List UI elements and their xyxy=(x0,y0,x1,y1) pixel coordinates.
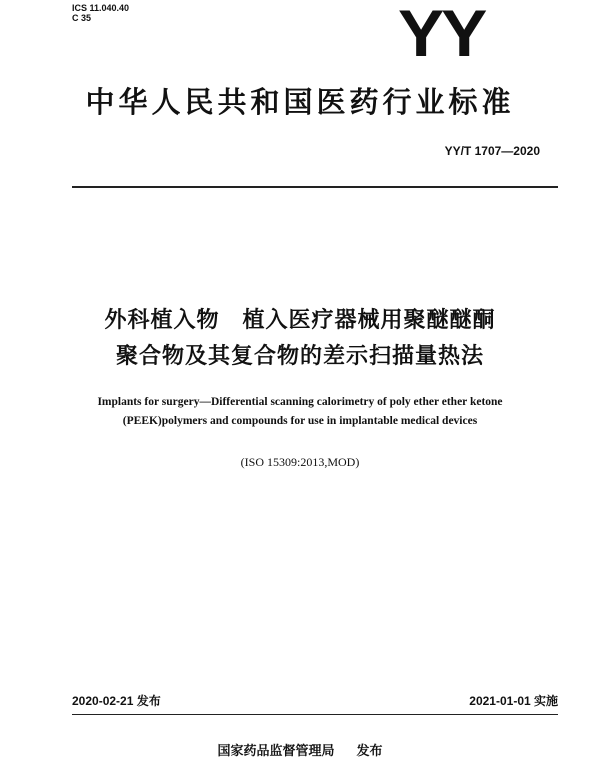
ics-code: ICS 11.040.40 xyxy=(72,3,130,13)
implementation-date: 2021-01-01 实施 xyxy=(469,694,558,708)
adoption-reference: (ISO 15309:2013,MOD) xyxy=(240,455,360,469)
document-title-cn xyxy=(0,303,600,375)
footer-divider xyxy=(72,714,558,715)
title-cn-line-2: 聚合物及其复合物的差示扫描量热法 xyxy=(115,344,484,369)
standard-category-title: 中华人民共和国医药行业标准 xyxy=(85,85,515,119)
standard-number: YY/T 1707—2020 xyxy=(444,144,540,158)
title-cn-line-1: 外科植入物 植入医疗器械用聚醚醚酮 xyxy=(104,308,496,333)
document-title-en xyxy=(0,393,600,431)
title-en-line-1: Implants for surgery—Differential scanning calorimetry of poly ether ether ketone xyxy=(97,396,503,408)
header-divider xyxy=(72,186,558,188)
standard-logo: YY xyxy=(398,0,485,70)
issuer-name: 国家药品监督管理局 xyxy=(217,744,335,759)
classification-codes xyxy=(72,3,129,23)
ccs-code: C 35 xyxy=(72,13,92,23)
issuer-line xyxy=(0,740,600,759)
issue-date: 2020-02-21 发布 xyxy=(72,694,161,708)
issuer-action: 发布 xyxy=(356,744,383,759)
title-en-line-2: (PEEK)polymers and compounds for use in implantable medical devices xyxy=(122,415,478,427)
